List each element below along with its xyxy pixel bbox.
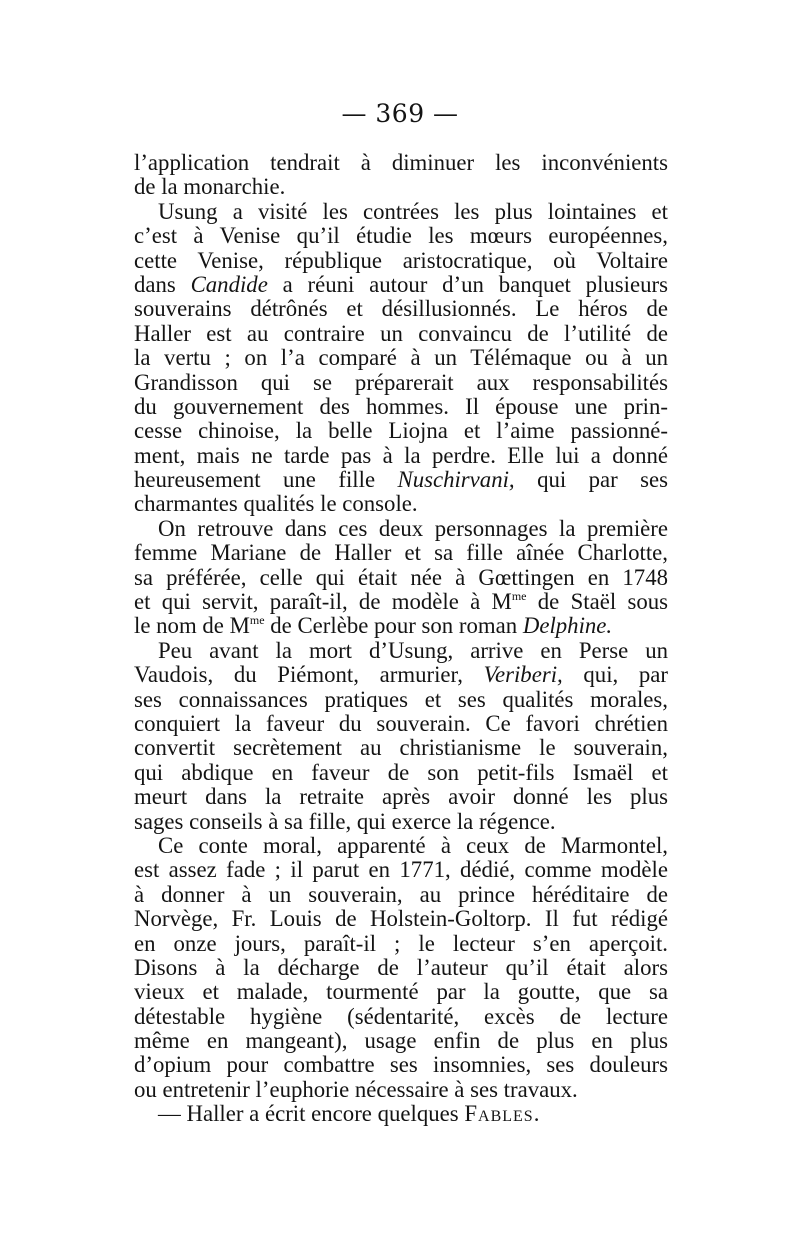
text-line <box>134 492 668 516</box>
text-line <box>134 444 668 468</box>
text-span: cesse chinoise, la belle Liojna et l’aime passionné- <box>134 418 668 444</box>
text-line <box>134 1029 668 1053</box>
book-title-delphine: Delphine. <box>522 613 613 639</box>
text-span: le nom de M <box>134 613 250 639</box>
text-span: a réuni autour d’un banquet plusieurs <box>282 271 668 297</box>
text-span: d’opium pour combattre ses insomnies, ses douleurs <box>134 1052 668 1078</box>
text-span: à donner à un souverain, au prince héréditaire de <box>134 881 668 907</box>
book-title-candide: Candide <box>190 271 268 297</box>
text-span: convertit secrètement au christianisme le souverain, <box>134 735 668 761</box>
text-line <box>134 590 668 614</box>
text-line <box>134 932 668 956</box>
text-span: On retrouve dans ces deux personnages la première <box>158 515 668 541</box>
text-line <box>134 883 668 907</box>
text-line <box>134 175 668 199</box>
small-caps-fables: Fables. <box>464 1101 541 1127</box>
paragraph-start <box>134 200 668 224</box>
text-span: — Haller a écrit encore quelques <box>158 1101 459 1127</box>
text-span: de la monarchie. <box>134 174 286 200</box>
name-nuschirvani: Nuschirvani, <box>397 467 515 493</box>
paragraph-start <box>134 1102 668 1126</box>
text-line <box>134 346 668 370</box>
text-span: de Staël sous <box>537 589 668 615</box>
text-line <box>134 688 668 712</box>
text-line <box>134 956 668 980</box>
superscript: me <box>511 589 527 604</box>
text-span: qui par ses <box>537 467 668 493</box>
paragraph-start <box>134 517 668 541</box>
superscript: me <box>249 613 265 628</box>
text-line <box>134 395 668 419</box>
text-span: est assez fade ; il parut en 1771, dédié, comme modèle <box>134 857 668 883</box>
text-span: c’est à Venise qu’il étudie les mœurs européennes, <box>134 223 668 249</box>
text-span: ses connaissances pratiques et ses qualités morales, <box>134 686 668 712</box>
text-span: du gouvernement des hommes. Il épouse une prin- <box>134 393 668 419</box>
text-span: Usung a visité les contrées les plus lointaines et <box>158 198 668 224</box>
text-span: Haller est au contraire un convaincu de l’utilité de <box>134 320 668 346</box>
paragraph-start <box>134 639 668 663</box>
text-line <box>134 224 668 248</box>
paragraph-start <box>134 834 668 858</box>
text-span: de Cerlèbe pour son roman <box>270 613 518 639</box>
text-span: Grandisson qui se préparerait aux responsabilités <box>134 369 668 395</box>
body-text <box>134 151 668 1127</box>
text-span: Norvège, Fr. Louis de Holstein-Goltorp. Il fut rédigé <box>134 906 668 932</box>
text-span: souverains détrônés et désillusionnés. Le héros de <box>134 296 668 322</box>
text-line <box>134 322 668 346</box>
text-span: sages conseils à sa fille, qui exerce la régence. <box>134 808 556 834</box>
text-line <box>134 1005 668 1029</box>
text-span: ou entretenir l’euphorie nécessaire à ses travaux. <box>134 1076 578 1102</box>
text-span: l’application tendrait à diminuer les inconvénients <box>134 150 668 175</box>
text-line <box>134 810 668 834</box>
text-line <box>134 1053 668 1077</box>
text-line <box>134 566 668 590</box>
text-line <box>134 785 668 809</box>
text-span: la vertu ; on l’a comparé à un Télémaque ou à un <box>134 345 668 371</box>
text-span: Vaudois, du Piémont, armurier, <box>134 662 463 688</box>
name-veriberi: Veriberi, <box>483 662 563 688</box>
text-span: meurt dans la retraite après avoir donné les plus <box>134 784 668 810</box>
text-line <box>134 907 668 931</box>
text-line <box>134 371 668 395</box>
text-span: vieux et malade, tourmenté par la goutte, que sa <box>134 979 668 1005</box>
text-line <box>134 419 668 443</box>
text-line <box>134 663 668 687</box>
text-line <box>134 273 668 297</box>
text-span: Peu avant la mort d’Usung, arrive en Perse un <box>158 637 668 663</box>
text-span: qui abdique en faveur de son petit-fils Ismaël et <box>134 759 668 785</box>
text-line <box>134 736 668 760</box>
text-line <box>134 761 668 785</box>
text-span: et qui servit, paraît-il, de modèle à M <box>134 589 512 615</box>
text-span: Disons à la décharge de l’auteur qu’il était alors <box>134 954 668 980</box>
text-span: dans <box>134 271 176 297</box>
text-span: femme Mariane de Haller et sa fille aînée Charlotte, <box>134 540 668 566</box>
text-line <box>134 980 668 1004</box>
text-span: détestable hygiène (sédentarité, excès de lecture <box>134 1003 668 1029</box>
text-span: Ce conte moral, apparenté à ceux de Marmontel, <box>158 832 668 858</box>
text-span: charmantes qualités le console. <box>134 491 418 517</box>
text-line <box>134 249 668 273</box>
text-span: même en mangeant), usage enfin de plus en plus <box>134 1028 668 1054</box>
text-span: ment, mais ne tarde pas à la perdre. Elle lui a donné <box>134 442 668 468</box>
text-line <box>134 297 668 321</box>
text-span: conquiert la faveur du souverain. Ce favori chrétien <box>134 710 668 736</box>
text-span: heureusement une fille <box>134 467 376 493</box>
text-span: sa préférée, celle qui était née à Gœttingen en 1748 <box>134 564 668 590</box>
page-number: — 369 — <box>341 99 459 128</box>
text-line <box>134 858 668 882</box>
text-line <box>134 468 668 492</box>
text-line <box>134 1078 668 1102</box>
text-line <box>134 151 668 175</box>
text-span: qui, par <box>583 662 669 688</box>
text-line <box>134 541 668 565</box>
text-span: en onze jours, paraît-il ; le lecteur s’en aperçoit. <box>134 930 668 956</box>
text-span: cette Venise, république aristocratique, où Voltaire <box>134 247 668 273</box>
text-line <box>134 712 668 736</box>
text-line <box>134 614 668 638</box>
